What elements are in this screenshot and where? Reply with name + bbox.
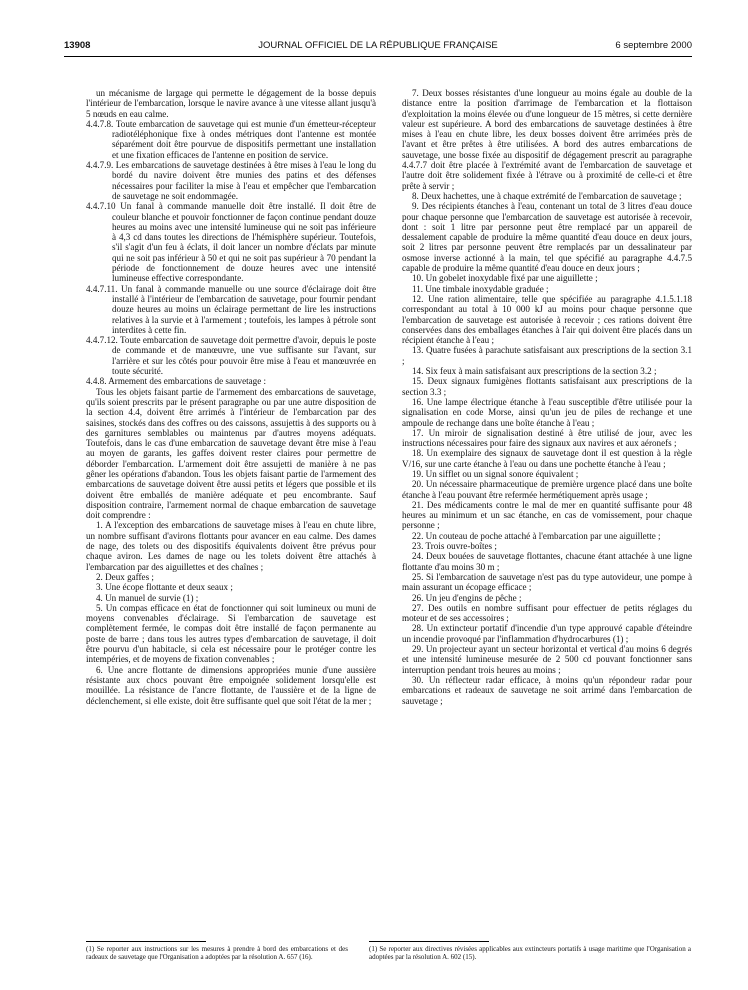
paragraph: 15. Deux signaux fumigènes flottants satisfaisant aux prescriptions de la section 3.3 ; xyxy=(402,376,692,397)
paragraph: 4.4.7.8. Toute embarcation de sauvetage qui est munie d'un émetteur-récepteur radiotéléphonique fixe à ondes métriques dont l'antenne est montée séparément doit être pourvue de dispositifs permettant une installation et une fixation efficaces de l'antenne en position de service. xyxy=(86,118,376,160)
paragraph: 4. Un manuel de survie (1) ; xyxy=(96,592,199,603)
paragraph: 24. Deux bouées de sauvetage flottantes, chacune étant attachée à une ligne flottante d'au moins 30 m ; xyxy=(402,551,692,572)
paragraph: 18. Un exemplaire des signaux de sauvetage dont il est question à la règle V/16, sur une carte étanche à l'eau ou dans une pochette étanche à l'eau ; xyxy=(402,448,692,469)
footnote-rule-right xyxy=(369,941,489,942)
paragraph: 4.4.7.11. Un fanal à commande manuelle ou une source d'éclairage doit être installé à l'intérieur de l'embarcation de sauvetage, pour fournir pendant douze heures au moins un éclairage permettant de lire les instructions relatives à la survie et à l'armement ; toutefois, les lampes à pétrole sont interdites à cette fin. xyxy=(86,283,376,335)
paragraph: 27. Des outils en nombre suffisant pour effectuer de petits réglages du moteur et de ses accessoires ; xyxy=(402,602,692,624)
paragraph: 10. Un gobelet inoxydable fixé par une aiguillette ; xyxy=(412,273,598,284)
paragraph: 8. Deux hachettes, une à chaque extrémité de l'embarcation de sauvetage ; xyxy=(412,190,682,201)
paragraph: 22. Un couteau de poche attaché à l'embarcation par une aiguillette ; xyxy=(412,530,661,541)
paragraph: 13. Quatre fusées à parachute satisfaisant aux prescriptions de la section 3.1 ; xyxy=(402,345,692,366)
paragraph: 4.4.8. Armement des embarcations de sauvetage : xyxy=(86,376,267,387)
publication-date: 6 septembre 2000 xyxy=(615,40,692,51)
paragraph: 6. Une ancre flottante de dimensions appropriées munie d'une aussière résistante aux chocs pouvant être empoignée solidement lorsqu'elle est mouillée. La résistance de l'ancre flottante, de l'aussière et de la ligne de déclenchement, si elle existe, doit être suffisante quel que soit l'état de la mer ; xyxy=(86,664,376,706)
paragraph: 28. Un extincteur portatif d'incendie d'un type approuvé capable d'éteindre un incendie provoqué par l'inflammation d'hydrocarbures (1) ; xyxy=(402,623,692,644)
paragraph: 20. Un nécessaire pharmaceutique de première urgence placé dans une boîte étanche à l'eau pouvant être refermée hermétiquement après usage ; xyxy=(402,479,692,500)
paragraph: 4.4.7.9. Les embarcations de sauvetage destinées à être mises à l'eau le long du bordé du navire doivent être munies des patins et des défenses nécessaires pour faciliter la mise à l'eau et empêcher que l'embarcation de sauvetage ne soit endommagée. xyxy=(86,160,376,201)
header-rule xyxy=(64,56,692,57)
paragraph: 11. Une timbale inoxydable graduée ; xyxy=(412,283,549,294)
paragraph: 9. Des récipients étanches à l'eau, contenant un total de 3 litres d'eau douce pour chaque personne que l'embarcation de sauvetage est autorisée à recevoir, dont : soit 1 litre par personne peut être remplacé par un appareil de dessalement capable de produire la même quantité d'eau douce en deux jours, soit 2 litres par personne peuvent être remplacés par un dessalinateur par osmose inverse actionné à la main, tel que spécifié au paragraphe 4.4.7.5 capable de produire la même quantité d'eau douce en deux jours ; xyxy=(402,201,692,274)
paragraph: 4.4.7.10 Un fanal à commande manuelle doit être installé. Il doit être de couleur blanche et pouvoir fonctionner de façon continue pendant douze heures au moins avec une intensité lumineuse qui ne soit pas inférieure à 4,3 cd dans toutes les directions de l'hémisphère supérieur. Toutefois, s'il s'agit d'un feu à éclats, il doit lancer un nombre d'éclats par minute qui ne soit pas inférieur à 50 et qui ne soit pas supérieur à 70 pendant la période de fonctionnement de douze heures avec une intensité lumineuse effective correspondante. xyxy=(86,201,376,284)
paragraph: 5. Un compas efficace en état de fonctionner qui soit lumineux ou muni de moyens convenables d'éclairage. Si l'embarcation de sauvetage est complètement fermée, le compas doit être installé de façon permanente au poste de barre ; dans tous les autres types d'embarcation de sauvetage, il doit être pourvu d'un habitacle, si cela est nécessaire pour le protéger contre les intempéries, et de moyens de fixation convenables ; xyxy=(86,602,376,665)
footnote-right: (1) Se reporter aux directives révisées applicables aux extincteurs portatifs à usage maritime que l'Organisation a adoptées par la résolution A. 602 (15). xyxy=(369,945,691,962)
footnote-left: (1) Se reporter aux instructions sur les mesures à prendre à bord des embarcations et des radeaux de sauvetage que l'Organisation a adoptées par la résolution A. 657 (16). xyxy=(86,945,348,962)
paragraph: 19. Un sifflet ou un signal sonore équivalent ; xyxy=(412,468,579,479)
paragraph: 7. Deux bosses résistantes d'une longueur au moins égale au double de la distance entre la position d'arrimage de l'embarcation et la flottaison d'exploitation la moins élevée ou d'une longueur de 15 mètres, si cette dernière valeur est supérieure. A bord des embarcations de sauvetage destinées à être mises à l'eau en chute libre, les deux bosses doivent être arrimées près de l'avant et être prêtes à être utilisées. A bord des autres embarcations de sauvetage, une bosse fixée au dispositif de dégagement prescrit au paragraphe 4.4.7.7 doit être placée à l'extrémité avant de l'embarcation de sauvetage et l'autre doit être solidement fixée à l'étrave ou à proximité de celle-ci et être prête à servir ; xyxy=(402,88,692,191)
paragraph: 21. Des médicaments contre le mal de mer en quantité suffisante pour 48 heures au minimum et un sac étanche, en cas de vomissement, pour chaque personne ; xyxy=(402,499,692,531)
page-number: 13908 xyxy=(64,40,91,51)
paragraph: 1. A l'exception des embarcations de sauvetage mises à l'eau en chute libre, un nombre suffisant d'avirons flottants pour avancer en eau calme. Des dames de nage, des tolets ou des dispositifs équivalents doivent être prévus pour chaque aviron. Les dames de nage ou les tolets doivent être attachés à l'embarcation par des aiguillettes et des chaînes ; xyxy=(86,520,376,572)
right-column xyxy=(402,88,692,926)
paragraph: 26. Un jeu d'engins de pêche ; xyxy=(412,592,522,603)
paragraph: 16. Une lampe électrique étanche à l'eau susceptible d'être utilisée pour la signalisation en code Morse, ainsi qu'un jeu de piles de rechange et une ampoule de rechange dans une boîte étanche à l'eau ; xyxy=(402,396,692,428)
paragraph: 4.4.7.12. Toute embarcation de sauvetage doit permettre d'avoir, depuis le poste de commande et de manœuvre, une vue suffisante sur l'avant, sur l'arrière et sur les côtés pour pouvoir être mise à l'eau et manœuvrée en toute sécurité. xyxy=(86,335,376,377)
journal-title: JOURNAL OFFICIEL DE LA RÉPUBLIQUE FRANÇAISE xyxy=(258,40,498,51)
paragraph: 23. Trois ouvre-boîtes ; xyxy=(412,541,497,552)
paragraph: 2. Deux gaffes ; xyxy=(96,571,154,582)
paragraph: 25. Si l'embarcation de sauvetage n'est pas du type autovideur, une pompe à main assurant un écopage efficace ; xyxy=(402,571,692,593)
paragraph: 12. Une ration alimentaire, telle que spécifiée au paragraphe 4.1.5.1.18 correspondant au total à 10 000 kJ au moins pour chaque personne que l'embarcation de sauvetage est autorisée à recevoir ; ces rations doivent être conservées dans des emballages étanches à l'air qui doivent être placés dans un récipient étanche à l'eau ; xyxy=(402,293,692,346)
paragraph: 3. Une écope flottante et deux seaux ; xyxy=(96,582,233,593)
paragraph: 30. Un réflecteur radar efficace, à moins qu'un répondeur radar pour embarcations et radeaux de sauvetage ne soit arrimé dans l'embarcation de sauvetage ; xyxy=(402,674,692,706)
paragraph: un mécanisme de largage qui permette le dégagement de la bosse depuis l'intérieur de l'embarcation, lorsque le navire avance à une vitesse allant jusqu'à 5 nœuds en eau calme. xyxy=(86,88,376,119)
paragraph: 14. Six feux à main satisfaisant aux prescriptions de la section 3.2 ; xyxy=(412,366,657,377)
paragraph: 29. Un projecteur ayant un secteur horizontal et vertical d'au moins 6 degrés et une intensité lumineuse mesurée de 2 500 cd pouvant fonctionner sans interruption pendant trois heures au moins ; xyxy=(402,644,692,675)
paragraph: 17. Un miroir de signalisation destiné à être utilisé de jour, avec les instructions nécessaires pour faire des signaux aux navires et aux aéronefs ; xyxy=(402,427,692,449)
footnote-rule-left xyxy=(86,941,206,942)
left-column xyxy=(86,88,376,926)
page-header xyxy=(64,40,692,54)
paragraph: Tous les objets faisant partie de l'armement des embarcations de sauvetage, qu'ils soient prescrits par le présent paragraphe ou par une autre disposition de la section 4.4, doivent être arrimés à l'intérieur de l'embarcation par des saisines, stockés dans des coffres ou des caissons, assujettis à des supports ou à des garnitures semblables ou maintenus par d'autres moyens adéquats. Toutefois, dans le cas d'une embarcation de sauvetage devant être mise à l'eau au moyen de garants, les gaffes doivent rester claires pour permettre de déborder l'embarcation. L'armement doit être assujetti de manière à ne pas gêner les opérations d'abandon. Tous les objets faisant partie de l'armement des embarcations de sauvetage doivent être aussi petits et légers que possible et ils doivent être emballés de manière adéquate et peu encombrante. Sauf disposition contraire, l'armement normal de chaque embarcation de sauvetage doit comprendre : xyxy=(86,386,376,521)
